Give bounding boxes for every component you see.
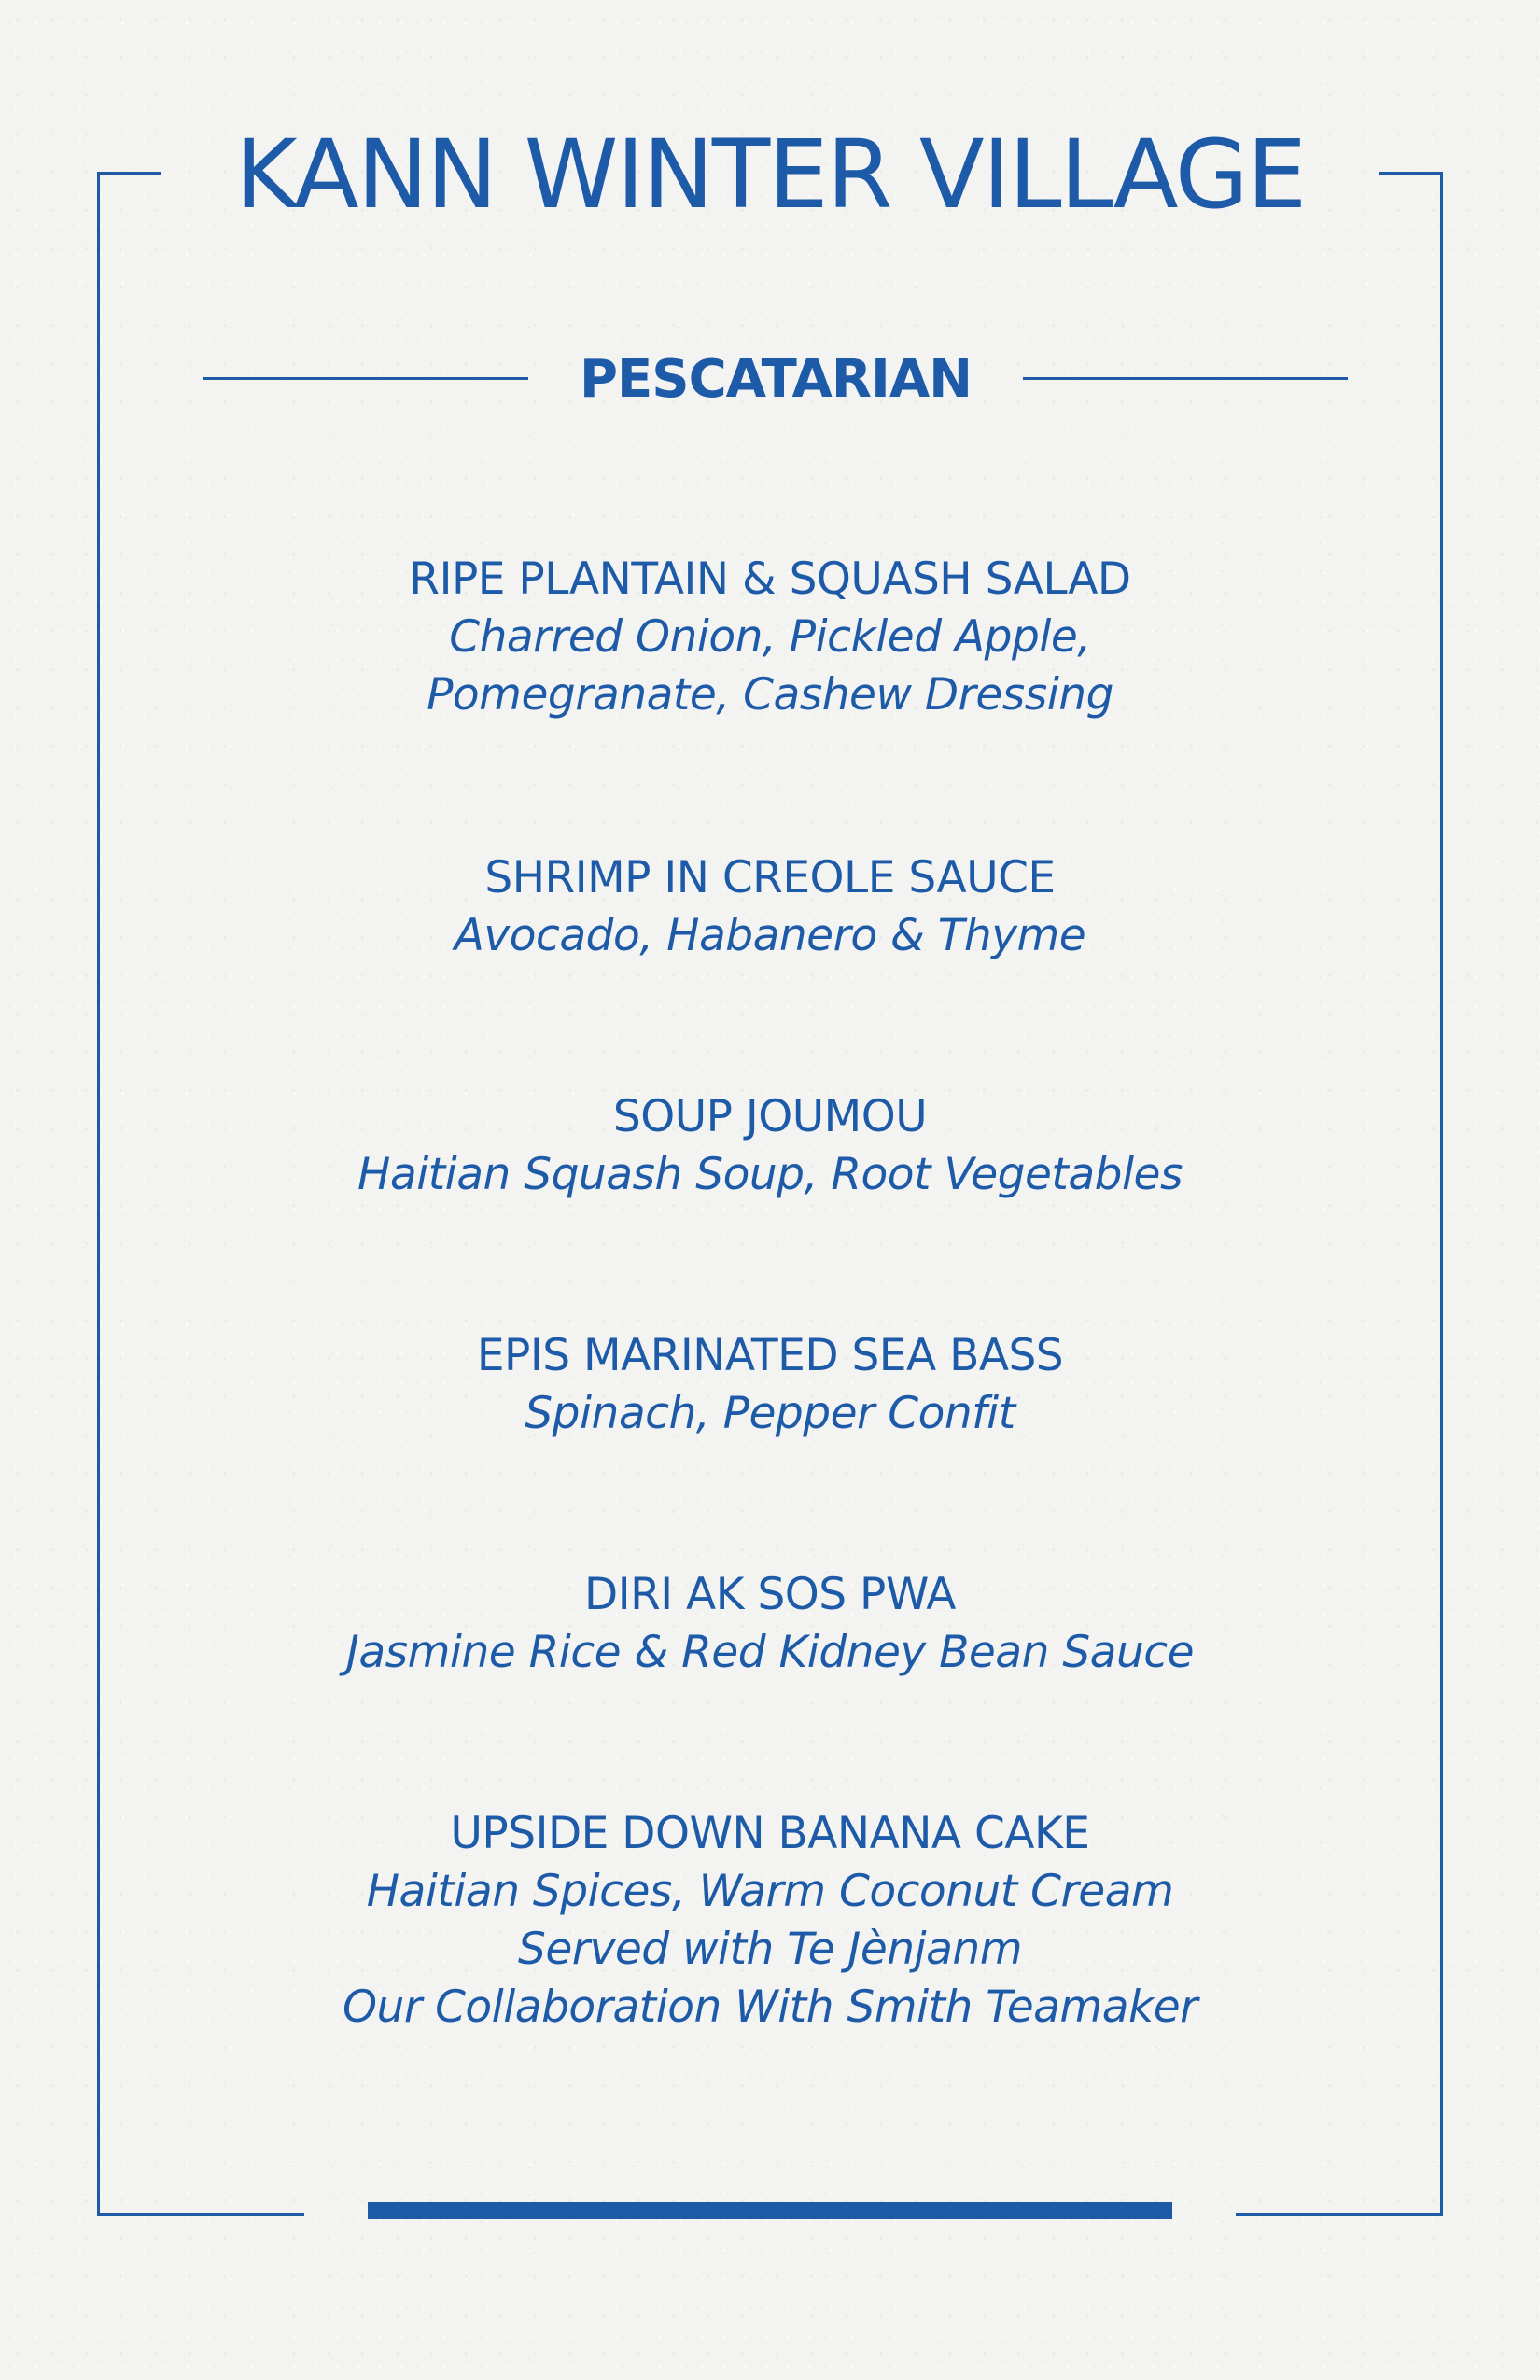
menu-item-plantain-salad: [187, 551, 1353, 724]
dish-description-line: Haitian Spices, Warm Coconut Cream: [366, 1866, 1174, 1917]
frame-top-right-line: [1379, 172, 1443, 175]
dish-description-line: Charred Onion, Pickled Apple,: [449, 611, 1091, 663]
frame-right-line: [1440, 172, 1443, 2216]
dish-description-line: Haitian Squash Soup, Root Vegetables: [357, 1149, 1183, 1200]
bottom-accent-bar: [368, 2202, 1172, 2219]
frame-left-line: [97, 172, 100, 2216]
dish-description-line: Avocado, Habanero & Thyme: [454, 910, 1086, 961]
dish-description-line: Spinach, Pepper Confit: [525, 1388, 1015, 1439]
frame-bottom-right-line: [1236, 2213, 1443, 2216]
dish-name: UPSIDE DOWN BANANA CAKE: [450, 1808, 1090, 1859]
dish-description-line: Served with Te Jènjanm: [518, 1924, 1022, 1975]
menu-item-shrimp: [187, 849, 1353, 965]
dish-name: RIPE PLANTAIN & SQUASH SALAD: [409, 553, 1131, 605]
menu-item-diri-ak-sos-pwa: [187, 1566, 1353, 1682]
dish-description-line: Jasmine Rice & Red Kidney Bean Sauce: [345, 1627, 1195, 1678]
frame-top-left-line: [97, 172, 161, 175]
menu-title: KANN WINTER VILLAGE: [234, 119, 1306, 231]
subtitle-left-rule: [203, 377, 528, 380]
menu-item-sea-bass: [187, 1327, 1353, 1443]
dish-name: SHRIMP IN CREOLE SAUCE: [484, 852, 1056, 903]
frame-bottom-left-line: [97, 2213, 304, 2216]
menu-item-soup-joumou: [187, 1088, 1353, 1204]
dish-description-line: Our Collaboration With Smith Teamaker: [343, 1981, 1197, 2033]
dish-name: SOUP JOUMOU: [612, 1091, 928, 1142]
menu-item-banana-cake: [187, 1805, 1353, 2037]
dish-description-line: Pomegranate, Cashew Dressing: [427, 669, 1113, 721]
dish-name: DIRI AK SOS PWA: [584, 1569, 956, 1620]
dish-name: EPIS MARINATED SEA BASS: [476, 1330, 1064, 1381]
menu-subtitle: PESCATARIAN: [579, 349, 973, 410]
subtitle-right-rule: [1023, 377, 1348, 380]
